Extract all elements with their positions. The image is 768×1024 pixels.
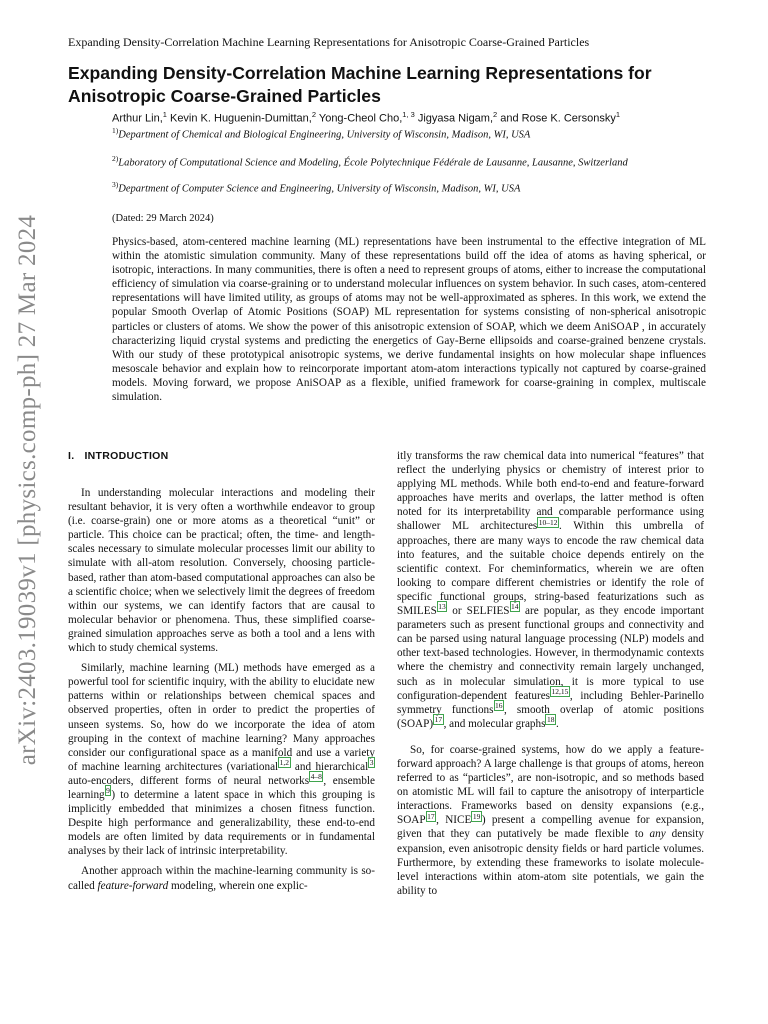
- text-run: itly transforms the raw chemical data into numerical “features” that reflect the underlying physics or chemistry of interest prior to applying ML methods. While both end-to-end and feature-forward approaches have merits and overlaps, the latter method is often noted for its interpretability and comparable performance using shallower ML architectures: [397, 450, 704, 533]
- citation-link[interactable]: 16: [495, 700, 503, 710]
- paragraph: [68, 864, 375, 892]
- emphasis: feature-forward: [97, 879, 169, 892]
- text-run: , smooth overlap of atomic positions (SOAP): [397, 703, 704, 730]
- text-run: ) to determine a latent space in which this grouping is implicitly embedded that minimizes a chosen fitness function. Despite high performance and generalizability, these end-to-end models are often limited by data requirements or in fundamental analyses by their lack of intrinsic interpretability.: [68, 788, 375, 858]
- text-run: ) present a compelling avenue for expansion, given that they can putatively be made flexible to: [397, 814, 704, 841]
- affiliation-mark: 2: [311, 110, 317, 119]
- citation-link[interactable]: 18: [546, 715, 555, 725]
- affiliation-number: 3): [112, 180, 119, 189]
- text-run: Another approach within the machine-learning community is so-called: [68, 865, 375, 892]
- affiliation-3: [112, 178, 632, 196]
- paragraph: [68, 661, 375, 858]
- text-run: So, for coarse-grained systems, how do we apply a feature-forward approach? A large challenge is that groups of atoms, hereon referred to as “particles”, are non-isotropic, and so methods based on atomistic ML will fail to capture the anisotropy of interparticle interactions. Frameworks based on density expansions (e.g., SOAP: [397, 743, 704, 827]
- text-run: density expansion, even anisotropic density fields or hard particle volumes. Furthermore, by extending these frameworks to isolate molecule-level interactions within atom-atom site potentials, we gain the ability to: [397, 828, 704, 897]
- text-run: , and molecular graphs: [443, 717, 546, 730]
- arxiv-id-text: arXiv:2403.19039v1 [physics.comp-ph] 27 Mar 2024: [14, 214, 41, 766]
- author-list: [112, 108, 712, 126]
- affiliation-mark: 1, 3: [402, 110, 415, 119]
- text-run: , ensemble learning: [68, 774, 375, 801]
- author-name: Jigyasa Nigam,: [414, 112, 494, 125]
- text-run: , including Behler-Parinello symmetry functions: [397, 689, 704, 716]
- text-run: and hierarchical: [290, 760, 369, 773]
- affiliation-text: Department of Chemical and Biological Engineering, University of Wisconsin, Madison, WI, USA: [118, 129, 531, 141]
- abstract: Physics-based, atom-centered machine learning (ML) representations have been instrumental to the effective integration of ML within the atomistic simulation community. Many of these representations build off the idea of atoms as having spherical, or isotropic, interactions. In many communities, there is often a need to represent groups of atoms, either to increase the computational efficiency of simulation via coarse-graining or to understand molecular influences on system behavior. In such cases, atom-centered representations will have limited utility, as groups of atoms may not be well-approximated as spheres. In this work, we extend the popular Smooth Overlap of Atomic Positions (SOAP) ML representation for systems consisting of non-spherical anisotropic particles or clusters of atoms. We show the power of this anisotropic extension of SOAP, which we deem AniSOAP , in accurately characterizing liquid crystal systems and predicting the energetics of Gay-Berne ellipsoids and coarse-grained benzene crystals. With our study of these prototypical anisotropic systems, we derive fundamental insights on how molecular shape influences mesoscale behavior and explain how to reincorporate important atom-atom interactions typically not captured by coarse-grained models. Moving forward, we propose AniSOAP as a flexible, unified framework for coarse-graining in complex, multiscale simulation.: [112, 236, 706, 404]
- running-header: Expanding Density-Correlation Machine Learning Representations for Anisotropic Coarse-Grained Particles: [68, 35, 590, 49]
- text-run: . Within this umbrella of approaches, there are many ways to encode the raw chemical data into features, and the suitable choice depends entirely on the scientific context. For cheminformatics, wherein we are often looking to compare different chemistries or identify the role of specific functional groups, string-based featurizations such as SMILES: [397, 520, 704, 618]
- author-name: and Rose K. Cersonsky: [497, 112, 616, 125]
- citation-link[interactable]: 9: [106, 786, 110, 796]
- right-column: [397, 449, 704, 904]
- citation-link[interactable]: 3: [369, 758, 374, 768]
- paragraph: [397, 743, 704, 898]
- text-run: , NICE: [436, 814, 472, 827]
- affiliation-mark: 1: [162, 110, 167, 119]
- citation-link[interactable]: 13: [438, 602, 446, 612]
- citation-link[interactable]: 12,15: [551, 686, 569, 696]
- section-title: INTRODUCTION: [84, 450, 169, 462]
- left-column: [68, 486, 375, 899]
- author-name: Yong-Cheol Cho,: [316, 112, 403, 125]
- text-run: auto-encoders, different forms of neural networks: [68, 774, 310, 787]
- paper-title: Expanding Density-Correlation Machine Learning Representations for Anisotropic Coarse-Grained Particles: [68, 63, 652, 106]
- affiliation-number: 2): [112, 154, 119, 163]
- affiliation-text: Department of Computer Science and Engineering, University of Wisconsin, Madison, WI, USA: [118, 183, 521, 195]
- paragraph: [397, 449, 704, 731]
- citation-link[interactable]: 19: [472, 811, 481, 821]
- text-run: .: [555, 717, 559, 730]
- text-run: modeling, wherein one explic-: [168, 879, 308, 892]
- citation-link[interactable]: 10–12: [538, 517, 558, 527]
- affiliation-text: Laboratory of Computational Science and Modeling, École Polytechnique Fédérale de Lausanne, Lausanne, Switzerland: [118, 157, 628, 169]
- paragraph: In understanding molecular interactions and modeling their resultant behavior, it is very often a worthwhile endeavor to group (i.e. coarse-grain) one or more atoms as a theoretical “unit” or particle. This choice can be practical; often, the time- and length-scales necessary to simulate molecular processes limit our ability to simulate with all-atom resolution. Conversely, choosing particle-based, rather than atom-based computational approaches can also be a scientific choice; when we selectively limit the degrees of freedom within our systems, we can identify factors that are causal to molecular behavior or phenomena. Thus, these simplified coarse-grained simulation approaches serve as both a tool and a lens with which to study chemical systems.: [68, 487, 375, 655]
- author-name: Arthur Lin,: [112, 112, 163, 125]
- affiliation-mark: 2: [493, 110, 498, 119]
- affiliation-number: 1): [112, 126, 119, 135]
- affiliation-mark: 1: [615, 110, 620, 119]
- section-number: I.: [68, 450, 75, 462]
- citation-link[interactable]: 14: [511, 602, 519, 612]
- citation-link[interactable]: 1,2: [279, 758, 290, 768]
- text-run: are popular, as they encode important parameters such as present functional groups and connectivity and can be parsed using natural language processing (NLP) models and other text-based technologies. However, in thermodynamic contexts where the chemistry and connectivity remain largely unchanged, such as in molecular simulation, it is more typical to use configuration-dependent features: [397, 605, 705, 702]
- citation-link[interactable]: 4–8: [310, 772, 322, 782]
- text-run: Similarly, machine learning (ML) methods have emerged as a powerful tool for scientific inquiry, with the ability to elucidate new patterns within or relationships between chemical spaces and observed properties, often in order to predict the properties of unseen systems. So, how do we incorporate the idea of atom grouping in the context of machine learning? Many approaches consider our configurational space as a manifold and use a variety of machine learning architectures (variational: [68, 662, 375, 773]
- affiliation-1: [112, 124, 632, 142]
- dated-line: (Dated: 29 March 2024): [112, 213, 214, 224]
- section-heading-introduction: [68, 450, 169, 462]
- affiliation-2: [112, 152, 632, 170]
- text-run: or SELFIES: [447, 605, 510, 618]
- author-name: Kevin K. Huguenin-Dumittan,: [166, 112, 312, 125]
- emphasis: any: [649, 828, 666, 841]
- citation-link[interactable]: 17: [434, 715, 443, 725]
- citation-link[interactable]: 17: [427, 811, 435, 821]
- arxiv-identifier-stamp: [8, 214, 48, 766]
